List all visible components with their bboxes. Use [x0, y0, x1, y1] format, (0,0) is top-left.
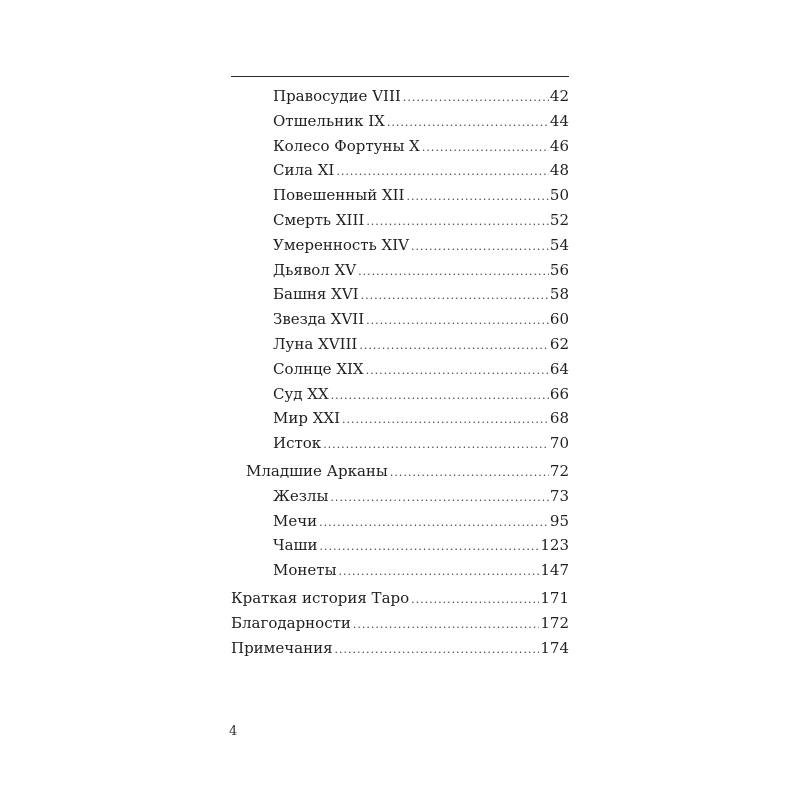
toc-entry-title: Чаши — [273, 536, 318, 555]
toc-entry-title: Звезда XVII — [273, 310, 365, 329]
toc-entry[interactable] — [231, 509, 569, 534]
toc-entry[interactable] — [231, 282, 569, 307]
toc-entry-title: Суд XX — [273, 384, 329, 403]
toc-dot-leader — [387, 111, 549, 136]
toc-entry-title: Младшие Арканы — [246, 461, 388, 480]
toc-dot-leader — [366, 210, 549, 235]
toc-entry-title: Мир XXI — [273, 409, 341, 428]
toc-dot-leader — [342, 408, 549, 433]
toc-entry[interactable] — [231, 431, 569, 456]
toc-entry-title: Благодарности — [231, 613, 351, 632]
toc-entry-page: 56 — [549, 260, 569, 279]
toc-dot-leader — [361, 284, 549, 309]
toc-entry-page: 46 — [549, 136, 569, 155]
toc-dot-leader — [422, 136, 549, 161]
toc-entry-title: Монеты — [273, 561, 337, 580]
toc-entry-page: 72 — [549, 461, 569, 480]
toc-entry-page: 58 — [549, 285, 569, 304]
toc-entry-page: 73 — [549, 486, 569, 505]
toc-entry-page: 174 — [540, 638, 569, 657]
toc-entry[interactable] — [231, 183, 569, 208]
toc-dot-leader — [331, 384, 549, 409]
toc-entry-title: Отшельник IX — [273, 111, 385, 130]
toc-dot-leader — [323, 433, 549, 458]
toc-entry[interactable] — [231, 382, 569, 407]
toc-entry[interactable] — [231, 208, 569, 233]
toc-entry-page: 66 — [549, 384, 569, 403]
toc-dot-leader — [406, 185, 548, 210]
toc-entry-page: 64 — [549, 359, 569, 378]
toc-entry-page: 147 — [540, 561, 569, 580]
toc-entry[interactable] — [231, 459, 569, 484]
toc-dot-leader — [358, 260, 549, 285]
toc-entry-page: 70 — [549, 434, 569, 453]
toc-entry[interactable] — [231, 484, 569, 509]
toc-entry-page: 123 — [540, 536, 569, 555]
toc-dot-leader — [359, 334, 549, 359]
toc-entry-page: 172 — [540, 613, 569, 632]
toc-dot-leader — [353, 613, 539, 638]
toc-entry-title: Повешенный XII — [273, 186, 405, 205]
toc-dot-leader — [403, 86, 549, 111]
toc-entry-title: Солнце XIX — [273, 359, 364, 378]
toc-dot-leader — [336, 160, 549, 185]
toc-entry-title: Примечания — [231, 638, 333, 657]
toc-entry[interactable] — [231, 406, 569, 431]
toc-entry-page: 62 — [549, 334, 569, 353]
toc-entry-page: 60 — [549, 310, 569, 329]
toc-entry-title: Исток — [273, 434, 322, 453]
toc-entry-title: Краткая история Таро — [231, 588, 410, 607]
toc-entry-page: 42 — [549, 87, 569, 105]
toc-entry-title: Луна XVIII — [273, 334, 358, 353]
toc-entry[interactable] — [231, 332, 569, 357]
toc-entry[interactable] — [231, 636, 569, 661]
toc-entry[interactable] — [231, 84, 569, 109]
toc-entry-page: 68 — [549, 409, 569, 428]
toc-entry-title: Умеренность XIV — [273, 235, 409, 254]
toc-entry-title: Мечи — [273, 511, 318, 530]
toc-entry-title: Правосудие VIII — [273, 87, 401, 105]
toc-entry-page: 95 — [549, 511, 569, 530]
toc-entry-page: 44 — [549, 111, 569, 130]
toc-dot-leader — [330, 486, 549, 511]
toc-entry-page: 171 — [540, 588, 569, 607]
toc-dot-leader — [319, 535, 539, 560]
toc-entry-title: Смерть XIII — [273, 210, 365, 229]
toc-entry-title: Сила XI — [273, 161, 335, 180]
toc-entry[interactable] — [231, 357, 569, 382]
toc-dot-leader — [366, 309, 549, 334]
toc-entry[interactable] — [231, 611, 569, 636]
top-rule — [231, 76, 569, 77]
toc-entry[interactable] — [231, 134, 569, 159]
toc-entry-page: 54 — [549, 235, 569, 254]
page-number: 4 — [229, 724, 238, 739]
toc-entry-title: Колесо Фортуны X — [273, 136, 420, 155]
toc-entry[interactable] — [231, 307, 569, 332]
toc-entry[interactable] — [231, 533, 569, 558]
table-of-contents — [231, 84, 569, 660]
toc-dot-leader — [319, 511, 549, 536]
toc-dot-leader — [335, 638, 540, 663]
toc-entry[interactable] — [231, 233, 569, 258]
toc-entry[interactable] — [231, 586, 569, 611]
toc-entry-title: Башня XVI — [273, 285, 359, 304]
toc-entry-page: 52 — [549, 210, 569, 229]
toc-entry-title: Дьявол XV — [273, 260, 357, 279]
toc-entry[interactable] — [231, 158, 569, 183]
toc-entry-page: 48 — [549, 161, 569, 180]
toc-entry[interactable] — [231, 558, 569, 583]
toc-entry[interactable] — [231, 109, 569, 134]
toc-entry-page: 50 — [549, 186, 569, 205]
toc-dot-leader — [411, 235, 549, 260]
toc-entry[interactable] — [231, 258, 569, 283]
toc-dot-leader — [366, 359, 549, 384]
toc-dot-leader — [411, 588, 539, 613]
toc-dot-leader — [339, 560, 540, 585]
toc-entry-title: Жезлы — [273, 486, 329, 505]
toc-dot-leader — [390, 461, 549, 486]
